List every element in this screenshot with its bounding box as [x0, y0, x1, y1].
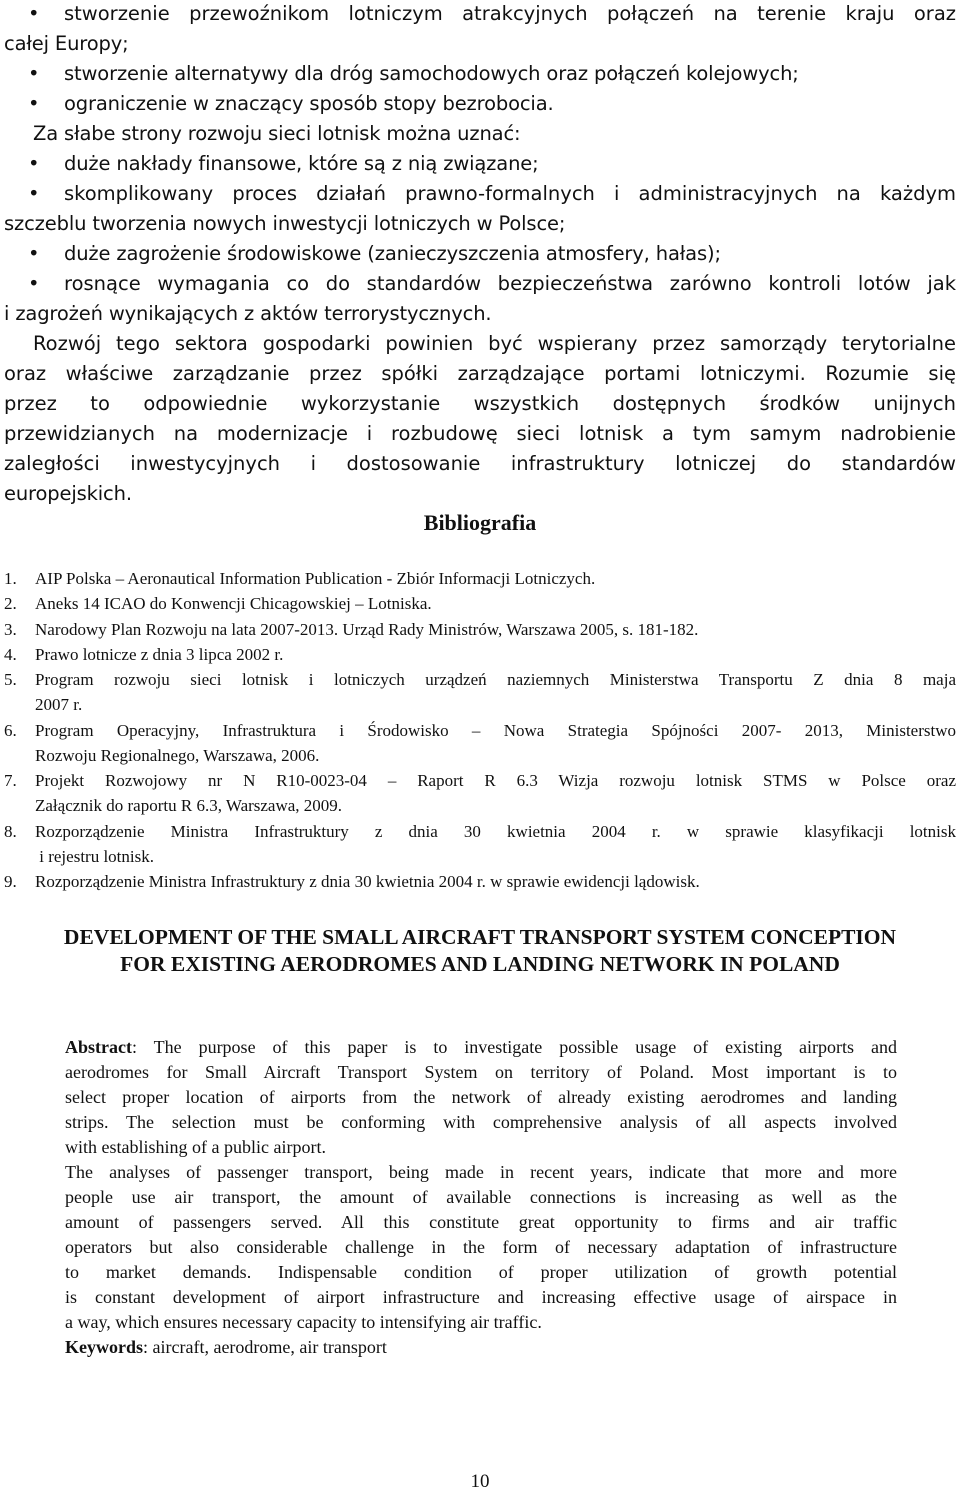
strength-item-2: stworzenie alternatywy dla dróg samochodowych oraz połączeń kolejowych; [64, 62, 799, 85]
paragraph-line-5: zaległości inwestycyjnych i dostosowanie infrastruktury lotniczej do standardów [4, 452, 956, 475]
strength-item-1-line-1: stworzenie przewoźnikom lotniczym atrakcyjnych połączeń na terenie kraju oraz [64, 2, 956, 25]
bullet-icon: • [28, 272, 40, 295]
bullet-icon: • [28, 242, 40, 265]
bullet-icon: • [28, 152, 40, 175]
bullet-icon: • [28, 2, 40, 25]
abstract-line-4: strips. The selection must be conforming with comprehensive analysis of all aspects involved [65, 1112, 897, 1132]
bib-entry-6-line-2: Rozwoju Regionalnego, Warszawa, 2006. [35, 746, 320, 765]
abstract-line-3: select proper location of airports from the network of already existing aerodromes and landing [65, 1087, 897, 1107]
abstract-line-1 [65, 1037, 897, 1058]
strength-item-1-line-2: całej Europy; [4, 32, 129, 55]
bib-number: 1. [4, 569, 17, 588]
bibliography-heading: Bibliografia [423, 510, 537, 535]
page-number: 10 [470, 1471, 490, 1492]
paragraph-line-1: Rozwój tego sektora gospodarki powinien być wspierany przez samorządy terytorialne [33, 332, 956, 355]
english-title-line-2: FOR EXISTING AERODROMES AND LANDING NETWORK IN POLAND [120, 952, 840, 976]
weakness-item-4-line-2: i zagrożeń wynikających z aktów terrorystycznych. [4, 302, 492, 325]
bib-entry-5-line-1: Program rozwoju sieci lotnisk i lotniczych urządzeń naziemnych Ministerstwa Transportu Z dnia 8 maja [35, 670, 956, 689]
bullet-icon: • [28, 62, 40, 85]
abstract-line-10: to market demands. Indispensable condition of proper utilization of growth potential [65, 1262, 897, 1282]
weakness-item-3: duże zagrożenie środowiskowe (zanieczyszczenia atmosfery, hałas); [64, 242, 721, 265]
bib-entry-6-line-1: Program Operacyjny, Infrastruktura i Środowisko – Nowa Strategia Spójności 2007- 2013, Ministerstwo [35, 721, 956, 740]
keywords-line [65, 1337, 897, 1358]
bib-number: 2. [4, 594, 17, 613]
abstract-line-12: a way, which ensures necessary capacity to intensifying air traffic. [65, 1312, 542, 1332]
abstract-line-9: operators but also considerable challenge in the form of necessary adaptation of infrastructure [65, 1237, 897, 1257]
bib-entry-8-line-1: Rozporządzenie Ministra Infrastruktury z dnia 30 kwietnia 2004 r. w sprawie klasyfikacji lotnisk [35, 822, 956, 841]
abstract-label: Abstract [65, 1037, 132, 1057]
bib-number: 9. [4, 872, 17, 891]
bib-entry-2: Aneks 14 ICAO do Konwencji Chicagowskiej – Lotniska. [35, 594, 432, 613]
weakness-item-2-line-2: szczeblu tworzenia nowych inwestycji lotniczych w Polsce; [4, 212, 566, 235]
bib-number: 5. [4, 670, 17, 689]
bib-number: 6. [4, 721, 17, 740]
bib-number: 7. [4, 771, 17, 790]
bib-entry-7-line-2: Załącznik do raportu R 6.3, Warszawa, 2009. [35, 796, 343, 815]
english-title-line-1: DEVELOPMENT OF THE SMALL AIRCRAFT TRANSPORT SYSTEM CONCEPTION [63, 925, 897, 949]
paragraph-line-4: przewidzianych na modernizacje i rozbudowę sieci lotnisk a tym samym nadrobienie [4, 422, 956, 445]
paragraph-line-6: europejskich. [4, 482, 132, 505]
bib-number: 8. [4, 822, 17, 841]
weakness-item-1: duże nakłady finansowe, które są z nią związane; [64, 152, 539, 175]
abstract-line-5: with establishing of a public airport. [65, 1137, 326, 1157]
weakness-item-2-line-1: skomplikowany proces działań prawno-formalnych i administracyjnych na każdym [64, 182, 956, 205]
bib-entry-9: Rozporządzenie Ministra Infrastruktury z dnia 30 kwietnia 2004 r. w sprawie ewidencji lądowisk. [35, 872, 700, 891]
abstract-line-11: is constant development of airport infrastructure and increasing effective usage of airspace in [65, 1287, 897, 1307]
bullet-icon: • [28, 182, 40, 205]
keywords-text: : aircraft, aerodrome, air transport [143, 1337, 387, 1357]
bib-entry-1: AIP Polska – Aeronautical Information Publication - Zbiór Informacji Lotniczych. [35, 569, 596, 588]
bib-entry-4: Prawo lotnicze z dnia 3 lipca 2002 r. [35, 645, 284, 664]
weakness-item-4-line-1: rosnące wymagania co do standardów bezpieczeństwa zarówno kontroli lotów jak [64, 272, 956, 295]
bib-entry-7-line-1: Projekt Rozwojowy nr N R10-0023-04 – Raport R 6.3 Wizja rozwoju lotnisk STMS w Polsce oraz [35, 771, 956, 790]
abstract-line-8: amount of passengers served. All this constitute great opportunity to firms and air traffic [65, 1212, 897, 1232]
bib-entry-3: Narodowy Plan Rozwoju na lata 2007-2013. Urząd Rady Ministrów, Warszawa 2005, s. 181-182. [35, 620, 699, 639]
paragraph-line-3: przez to odpowiednie wykorzystanie wszystkich dostępnych środków unijnych [4, 392, 956, 415]
strength-item-3: ograniczenie w znaczący sposób stopy bezrobocia. [64, 92, 554, 115]
bib-entry-5-line-2: 2007 r. [35, 695, 83, 714]
abstract-line-2: aerodromes for Small Aircraft Transport System on territory of Poland. Most important is to [65, 1062, 897, 1082]
bullet-icon: • [28, 92, 40, 115]
weaknesses-intro: Za słabe strony rozwoju sieci lotnisk można uznać: [33, 122, 521, 145]
keywords-label: Keywords [65, 1337, 143, 1357]
abstract-text: : The purpose of this paper is to investigate possible usage of existing airports and [131, 1037, 897, 1057]
abstract-line-7: people use air transport, the amount of available connections is increasing as well as the [65, 1187, 897, 1207]
abstract-line-6: The analyses of passenger transport, being made in recent years, indicate that more and more [65, 1162, 897, 1182]
paragraph-line-2: oraz właściwe zarządzanie przez spółki zarządzające portami lotniczymi. Rozumie się [4, 362, 956, 385]
bib-number: 3. [4, 620, 17, 639]
bib-number: 4. [4, 645, 17, 664]
bib-entry-8-line-2: i rejestru lotnisk. [35, 847, 154, 866]
